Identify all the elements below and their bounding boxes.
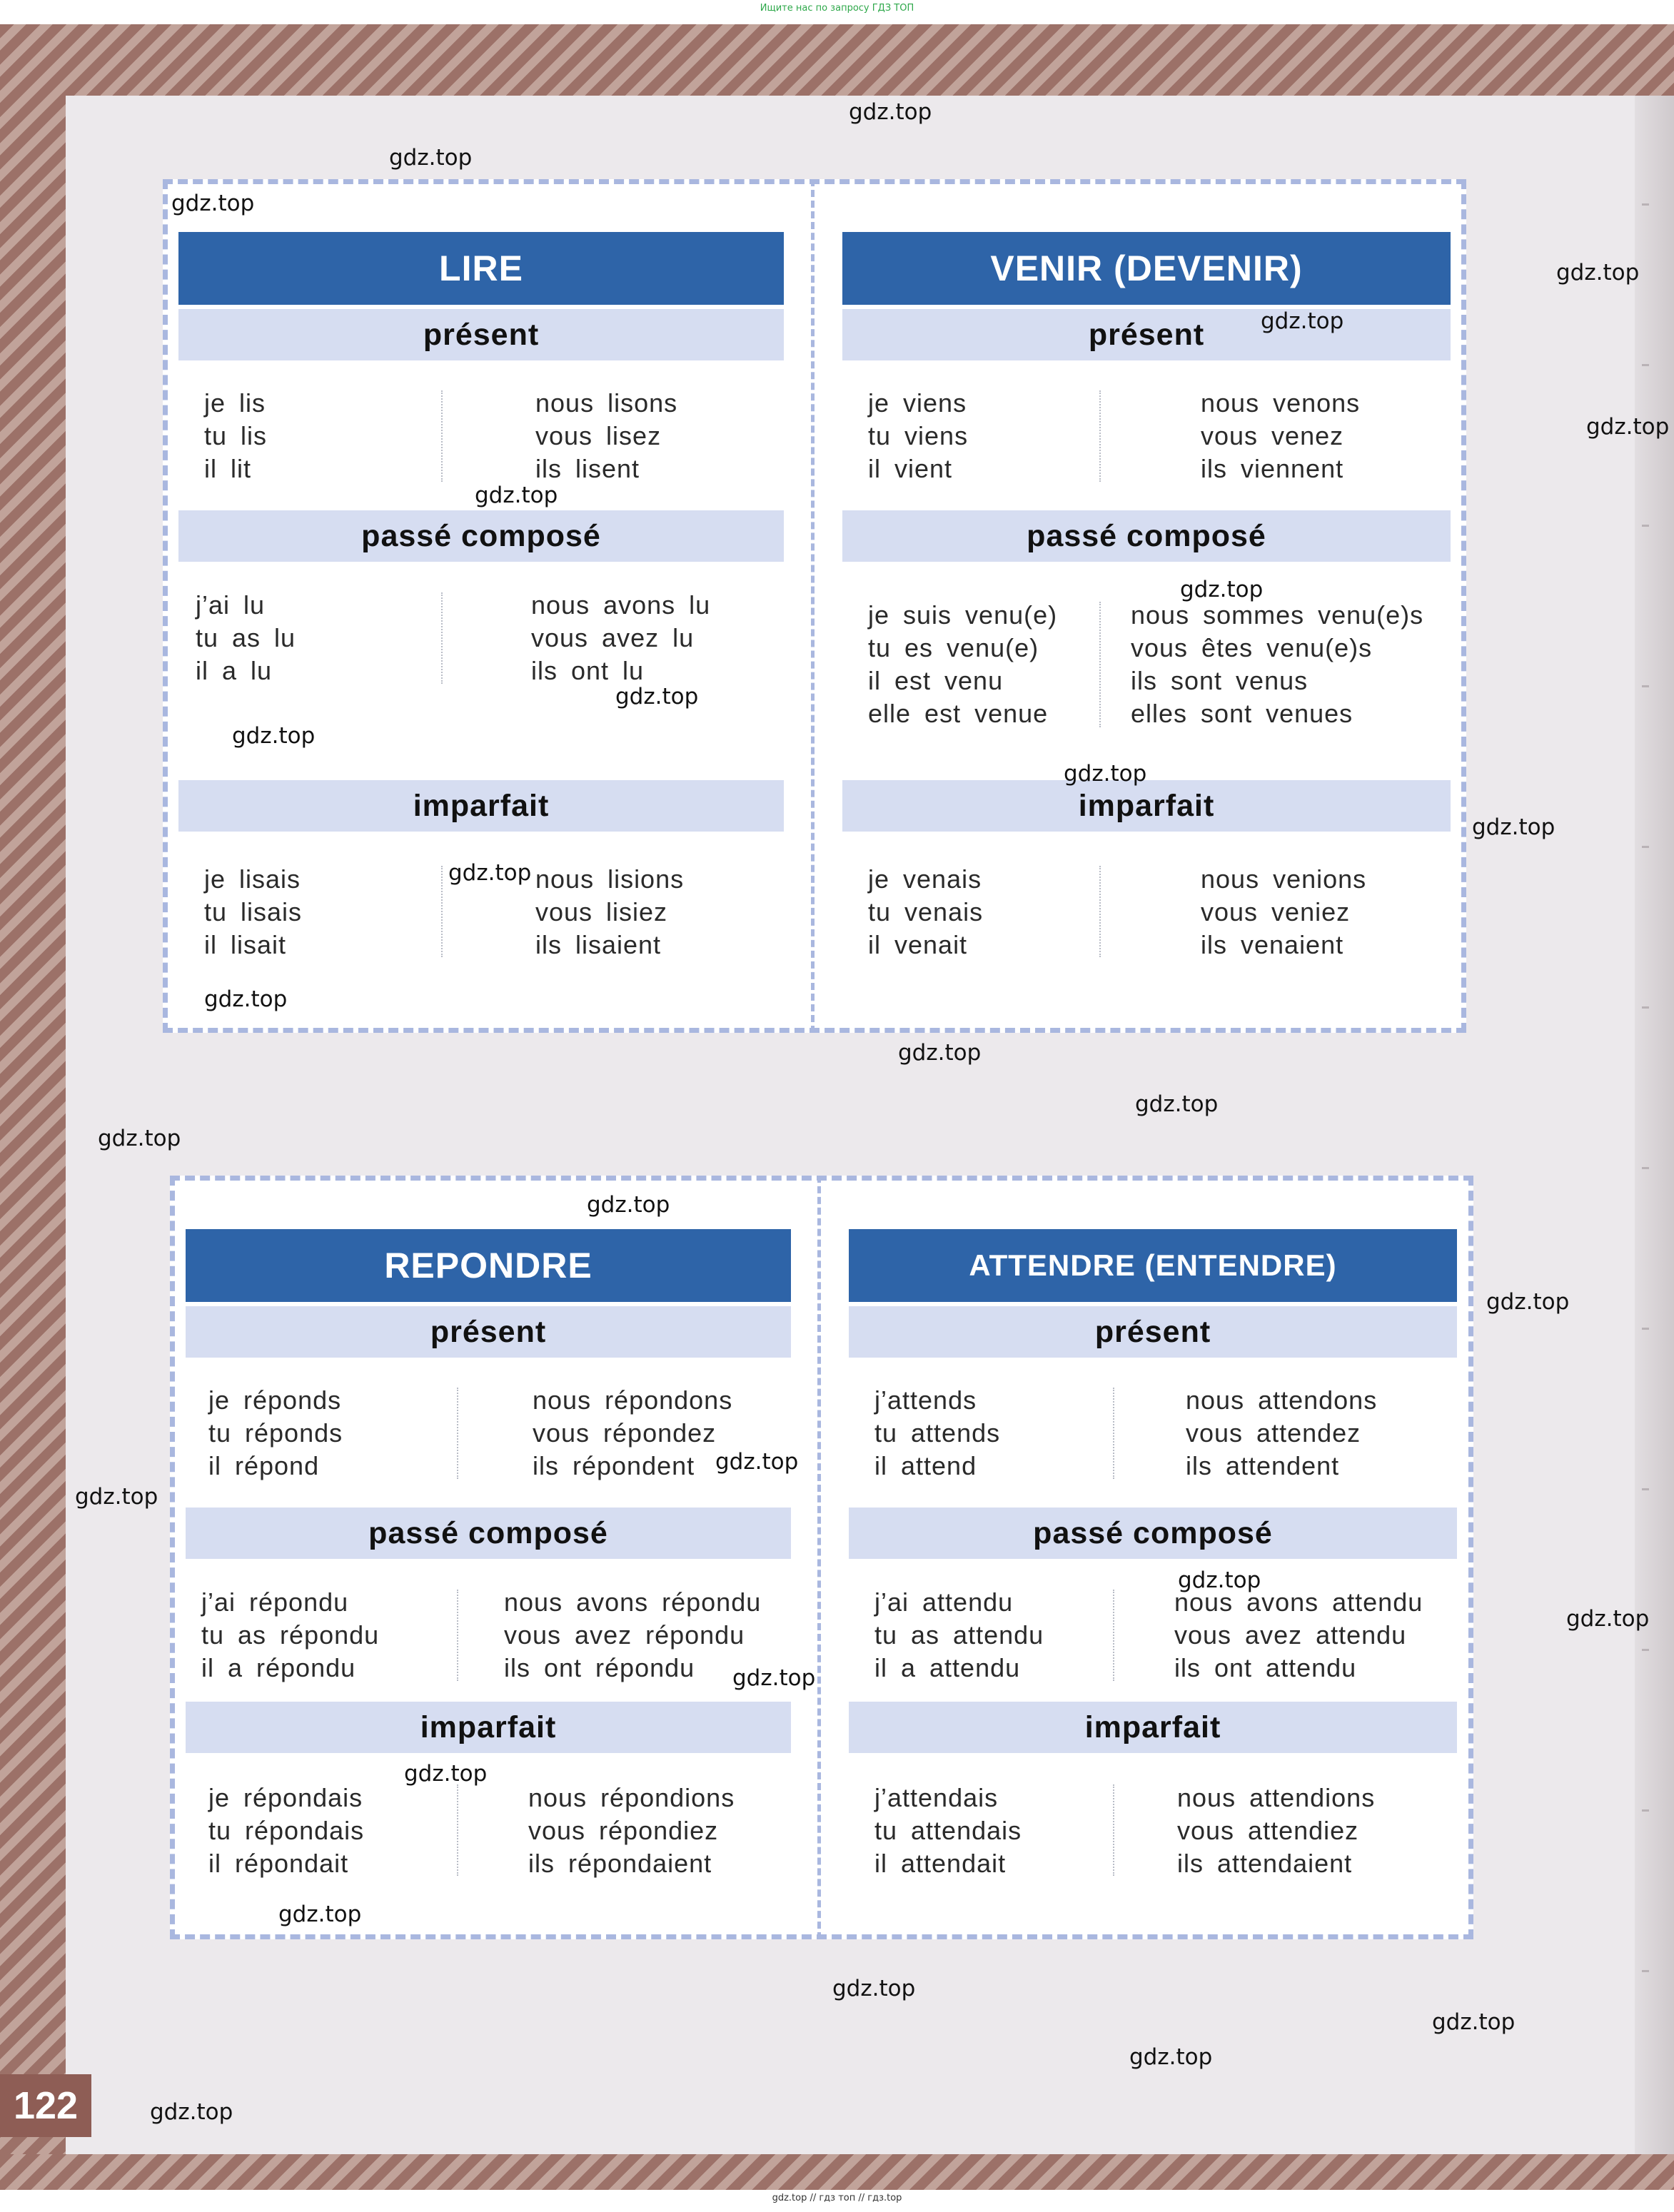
bottom-stripe-border	[0, 2154, 1674, 2190]
present-singular	[208, 1384, 343, 1483]
page-number: 122	[0, 2074, 91, 2137]
tense-present: présent	[849, 1306, 1457, 1358]
watermark-text: gdz.top	[389, 145, 473, 171]
conjugation-line: vous répondiez	[528, 1816, 719, 1845]
column-separator	[1099, 866, 1101, 957]
binding-stitch	[1642, 203, 1649, 206]
conjugation-line: ils sont venus	[1131, 666, 1309, 695]
watermark-text: gdz.top	[1135, 1091, 1219, 1117]
conjugation-line: nous avons attendu	[1174, 1587, 1423, 1617]
imparfait-plural	[1201, 863, 1366, 961]
conjugation-line: tu lis	[204, 421, 268, 450]
conjugation-line: je lisais	[204, 864, 301, 894]
watermark-text: gdz.top	[1178, 1567, 1261, 1593]
conjugation-line: ils ont attendu	[1174, 1653, 1357, 1682]
verb-title: REPONDRE	[186, 1229, 791, 1302]
watermark-text: gdz.top	[204, 986, 288, 1012]
conjugation-line: tu as lu	[196, 623, 296, 652]
binding-stitch	[1642, 685, 1649, 687]
binding-stitch	[1642, 846, 1649, 848]
watermark-text: gdz.top	[475, 483, 558, 508]
binding-stitch	[1642, 1970, 1649, 1972]
imparfait-singular	[874, 1782, 1022, 1880]
tense-passe-compose: passé composé	[849, 1508, 1457, 1559]
conjugation-line: vous avez lu	[531, 623, 695, 652]
conjugation-line: j’attendais	[874, 1783, 999, 1812]
conjugation-line: ils lisaient	[535, 930, 662, 959]
verb-card-venir	[842, 232, 1451, 1003]
watermark-text: gdz.top	[898, 1040, 982, 1066]
binding-stitch	[1642, 525, 1649, 527]
conjugation-line: tu viens	[868, 421, 969, 450]
imparfait-plural	[1177, 1782, 1375, 1880]
column-separator	[441, 592, 443, 684]
present-plural	[535, 387, 677, 485]
watermark-text: gdz.top	[1472, 814, 1555, 840]
conjugation-line: il attend	[874, 1451, 977, 1480]
conjugation-line: il venait	[868, 930, 968, 959]
tense-imparfait: imparfait	[178, 780, 784, 832]
conjugation-line: nous attendons	[1186, 1385, 1378, 1415]
present-plural	[533, 1384, 732, 1483]
tense-present: présent	[178, 309, 784, 360]
conjugation-line: tu attends	[874, 1418, 1001, 1448]
conjugation-line: nous sommes venu(e)s	[1131, 600, 1424, 630]
tense-imparfait: imparfait	[849, 1702, 1457, 1753]
watermark-text: gdz.top	[171, 191, 255, 216]
conjugation-line: nous venons	[1201, 388, 1361, 418]
binding-stitch	[1642, 1488, 1649, 1490]
tense-imparfait: imparfait	[186, 1702, 791, 1753]
binding-stitch	[1642, 1006, 1649, 1009]
tense-imparfait: imparfait	[842, 780, 1451, 832]
conjugation-line: elle est venue	[868, 699, 1049, 728]
present-plural	[1201, 387, 1360, 485]
conjugation-line: il attendait	[874, 1849, 1007, 1878]
conjugation-line: nous répondions	[528, 1783, 735, 1812]
conjugation-line: il lit	[204, 454, 251, 483]
passe-compose-plural	[531, 589, 710, 687]
column-separator	[1099, 390, 1101, 482]
verb-card-lire	[178, 232, 784, 1003]
conjugation-line: il répond	[208, 1451, 320, 1480]
column-separator	[457, 1388, 458, 1479]
imparfait-plural	[535, 863, 684, 961]
conjugation-line: tu venais	[868, 897, 984, 926]
conjugation-line: vous répondez	[533, 1418, 717, 1448]
conjugation-line: nous venions	[1201, 864, 1367, 894]
column-separator	[441, 390, 443, 482]
watermark-text: gdz.top	[832, 1976, 916, 2001]
conjugation-line: nous répondons	[533, 1385, 733, 1415]
passe-compose-plural	[504, 1586, 761, 1685]
passe-compose-singular	[196, 589, 296, 687]
conjugation-line: ils viennent	[1201, 454, 1344, 483]
conjugation-line: il a lu	[196, 656, 273, 685]
watermark-text: gdz.top	[448, 860, 532, 886]
top-stripe-border	[0, 24, 1674, 96]
verb-title: LIRE	[178, 232, 784, 305]
column-separator	[441, 866, 443, 957]
conjugation-line: nous lisons	[535, 388, 678, 418]
imparfait-singular	[204, 863, 302, 961]
conjugation-line: tu as attendu	[874, 1620, 1044, 1650]
watermark-text: gdz.top	[1556, 260, 1640, 286]
header-note: Ищите нас по запросу ГДЗ ТОП	[760, 3, 914, 14]
passe-compose-plural	[1131, 599, 1423, 730]
watermark-text: gdz.top	[1566, 1606, 1650, 1632]
conjugation-line: vous attendez	[1186, 1418, 1361, 1448]
binding-stitch	[1642, 1649, 1649, 1651]
passe-compose-singular	[874, 1586, 1044, 1685]
page-binding-shadow	[1635, 96, 1674, 2154]
conjugation-line: nous avons lu	[531, 590, 711, 620]
conjugation-line: je viens	[868, 388, 967, 418]
conjugation-line: j’attends	[874, 1385, 977, 1415]
binding-stitch	[1642, 1167, 1649, 1169]
tense-passe-compose: passé composé	[178, 510, 784, 562]
conjugation-line: je réponds	[208, 1385, 342, 1415]
watermark-text: gdz.top	[278, 1902, 362, 1927]
watermark-text: gdz.top	[98, 1126, 181, 1151]
conjugation-line: nous avons répondu	[504, 1587, 762, 1617]
watermark-text: gdz.top	[715, 1449, 799, 1475]
watermark-text: gdz.top	[615, 684, 699, 709]
column-separator	[1099, 602, 1101, 727]
conjugation-line: j’ai répondu	[201, 1587, 349, 1617]
conjugation-line: tu as répondu	[201, 1620, 380, 1650]
conjugation-line: ils répondent	[533, 1451, 695, 1480]
present-singular	[204, 387, 267, 485]
conjugation-line: il répondait	[208, 1849, 349, 1878]
conjugation-line: tu réponds	[208, 1418, 343, 1448]
conjugation-line: ils attendaient	[1177, 1849, 1353, 1878]
box-divider	[817, 1176, 821, 1939]
conjugation-line: je venais	[868, 864, 982, 894]
tense-passe-compose: passé composé	[842, 510, 1451, 562]
conjugation-line: elles sont venues	[1131, 699, 1353, 728]
imparfait-singular	[868, 863, 983, 961]
present-singular	[868, 387, 968, 485]
watermark-text: gdz.top	[1586, 414, 1670, 440]
conjugation-line: ils ont répondu	[504, 1653, 695, 1682]
column-separator	[1113, 1784, 1114, 1876]
conjugation-line: vous êtes venu(e)s	[1131, 633, 1373, 662]
watermark-text: gdz.top	[1064, 761, 1147, 787]
conjugation-line: vous avez répondu	[504, 1620, 745, 1650]
column-separator	[1113, 1590, 1114, 1681]
conjugation-line: il lisait	[204, 930, 287, 959]
watermark-text: gdz.top	[150, 2099, 233, 2125]
conjugation-line: ils lisent	[535, 454, 640, 483]
conjugation-line: ils attendent	[1186, 1451, 1340, 1480]
watermark-text: gdz.top	[232, 723, 316, 749]
watermark-text: gdz.top	[849, 99, 932, 125]
conjugation-line: j’ai attendu	[874, 1587, 1014, 1617]
conjugation-line: ils répondaient	[528, 1849, 712, 1878]
column-separator	[1113, 1388, 1114, 1479]
conjugation-line: vous venez	[1201, 421, 1344, 450]
watermark-text: gdz.top	[1129, 2044, 1213, 2070]
conjugation-line: ils ont lu	[531, 656, 645, 685]
imparfait-singular	[208, 1782, 364, 1880]
watermark-text: gdz.top	[75, 1484, 158, 1510]
watermark-text: gdz.top	[732, 1665, 816, 1691]
conjugation-line: il a attendu	[874, 1653, 1021, 1682]
column-separator	[457, 1784, 458, 1876]
watermark-text: gdz.top	[404, 1761, 488, 1787]
binding-stitch	[1642, 1809, 1649, 1812]
binding-stitch	[1642, 1328, 1649, 1330]
conjugation-line: il vient	[868, 454, 953, 483]
conjugation-line: vous lisiez	[535, 897, 668, 926]
watermark-text: gdz.top	[1486, 1289, 1570, 1315]
conjugation-line: je suis venu(e)	[868, 600, 1058, 630]
watermark-text: gdz.top	[587, 1192, 670, 1218]
present-plural	[1186, 1384, 1377, 1483]
binding-stitch	[1642, 364, 1649, 366]
conjugation-line: tu lisais	[204, 897, 303, 926]
conjugation-line: il a répondu	[201, 1653, 356, 1682]
verb-card-attendre	[849, 1229, 1457, 1893]
conjugation-line: vous veniez	[1201, 897, 1351, 926]
conjugation-line: tu es venu(e)	[868, 633, 1039, 662]
conjugation-line: je répondais	[208, 1783, 363, 1812]
passe-compose-singular	[868, 599, 1057, 730]
watermark-text: gdz.top	[1432, 2009, 1516, 2035]
verb-title: ATTENDRE (ENTENDRE)	[849, 1229, 1457, 1302]
tense-present: présent	[842, 309, 1451, 360]
conjugation-line: tu répondais	[208, 1816, 365, 1845]
column-separator	[457, 1590, 458, 1681]
tense-passe-compose: passé composé	[186, 1508, 791, 1559]
conjugation-line: vous attendiez	[1177, 1816, 1359, 1845]
conjugation-line: tu attendais	[874, 1816, 1022, 1845]
conjugation-line: il est venu	[868, 666, 1004, 695]
conjugation-line: vous lisez	[535, 421, 662, 450]
passe-compose-singular	[201, 1586, 379, 1685]
conjugation-line: vous avez attendu	[1174, 1620, 1407, 1650]
conjugation-line: ils venaient	[1201, 930, 1344, 959]
tense-present: présent	[186, 1306, 791, 1358]
conjugation-line: je lis	[204, 388, 266, 418]
present-singular	[874, 1384, 1000, 1483]
left-stripe-border	[0, 24, 66, 2155]
passe-compose-plural	[1174, 1586, 1423, 1685]
footer-note: gdz.top // гдз топ // гдз.top	[772, 2193, 902, 2203]
box-divider	[811, 179, 815, 1033]
watermark-text: gdz.top	[1261, 308, 1344, 334]
imparfait-plural	[528, 1782, 735, 1880]
verb-card-repondre	[186, 1229, 791, 1893]
watermark-text: gdz.top	[1180, 577, 1264, 602]
conjugation-line: j’ai lu	[196, 590, 266, 620]
conjugation-line: nous attendions	[1177, 1783, 1376, 1812]
verb-title: VENIR (DEVENIR)	[842, 232, 1451, 305]
conjugation-line: nous lisions	[535, 864, 685, 894]
